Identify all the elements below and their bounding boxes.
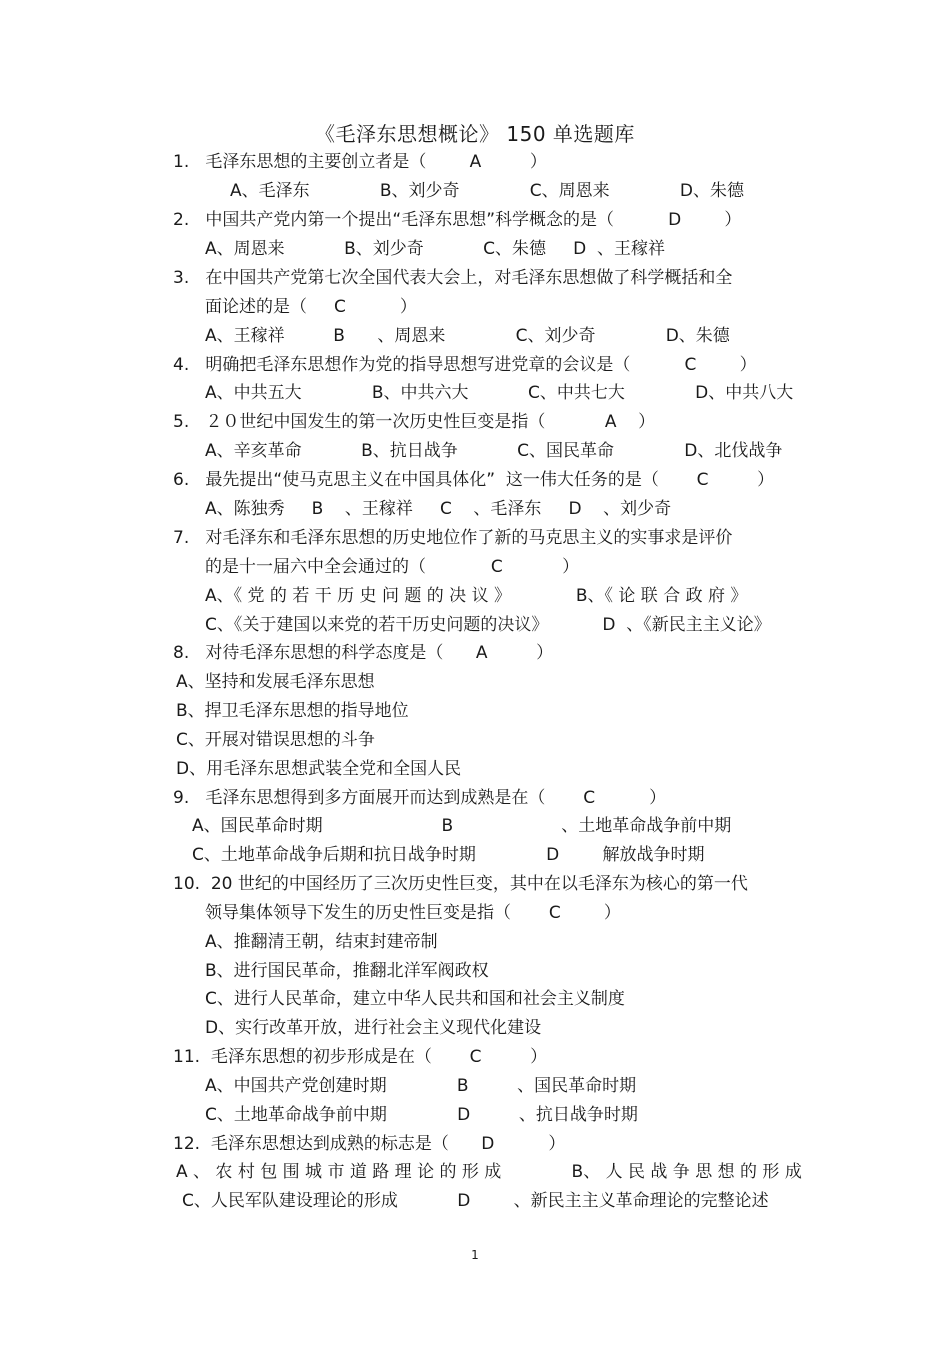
question-5-options: A、辛亥革命 B、抗日战争 C、国民革命 D、北伐战争 bbox=[205, 441, 783, 461]
question-10-option-c: C、进行人民革命，建立中华人民共和国和社会主义制度 bbox=[205, 989, 625, 1009]
question-10: 10. 20 世纪的中国经历了三次历史性巨变，其中在以毛泽东为核心的第一代 bbox=[173, 874, 748, 894]
question-12: 12. 毛泽东思想达到成熟的标志是（ D ） bbox=[173, 1134, 566, 1154]
question-12-options-cd: C、人民军队建设理论的形成 D 、新民主主义革命理论的完整论述 bbox=[182, 1191, 769, 1211]
question-11-options-cd: C、土地革命战争前中期 D 、抗日战争时期 bbox=[205, 1105, 638, 1125]
question-4-options: A、中共五大 B、中共六大 C、中共七大 D、中共八大 bbox=[205, 383, 794, 403]
question-7-options-ab: A、《 党 的 若 干 历 史 问 题 的 决 议 》 B、《 论 联 合 政 府 》 bbox=[205, 586, 748, 606]
question-4: 4. 明确把毛泽东思想作为党的指导思想写进党章的会议是（ C ） bbox=[173, 355, 757, 375]
question-8-option-d: D、用毛泽东思想武装全党和全国人民 bbox=[176, 759, 462, 779]
question-9: 9. 毛泽东思想得到多方面展开而达到成熟是在（ C ） bbox=[173, 788, 667, 808]
question-9-options-ab: A、国民革命时期 B 、土地革命战争前中期 bbox=[192, 816, 732, 836]
question-3-continued: 面论述的是（ C ） bbox=[205, 297, 417, 317]
question-7-continued: 的是十一届六中全会通过的（ C ） bbox=[205, 557, 580, 577]
page-number: 1 bbox=[471, 1248, 479, 1262]
question-6-options: A、陈独秀 B 、王稼祥 C 、毛泽东 D 、刘少奇 bbox=[205, 499, 672, 519]
question-8-option-b: B、捍卫毛泽东思想的指导地位 bbox=[176, 701, 409, 721]
question-1-options: A、毛泽东 B、刘少奇 C、周恩来 D、朱德 bbox=[230, 181, 745, 201]
question-10-option-b: B、进行国民革命，推翻北洋军阀政权 bbox=[205, 961, 489, 981]
question-7-options-cd: C、《关于建国以来党的若干历史问题的决议》 D 、《新民主主义论》 bbox=[205, 615, 771, 635]
question-12-options-ab: A 、 农 村 包 围 城 市 道 路 理 论 的 形 成 B、 人 民 战 争 思 想 的 形 成 bbox=[176, 1162, 802, 1182]
question-10-option-d: D、实行改革开放，进行社会主义现代化建设 bbox=[205, 1018, 542, 1038]
question-10-continued: 领导集体领导下发生的历史性巨变是指（ C ） bbox=[205, 903, 621, 923]
question-1: 1. 毛泽东思想的主要创立者是（ A ） bbox=[173, 152, 547, 172]
document-title: 《毛泽东思想概论》 150 单选题库 bbox=[315, 122, 635, 146]
question-2-options: A、周恩来 B、刘少奇 C、朱德 D 、王稼祥 bbox=[205, 239, 665, 259]
question-10-option-a: A、推翻清王朝，结束封建帝制 bbox=[205, 932, 438, 952]
question-9-options-cd: C、土地革命战争后期和抗日战争时期 D 解放战争时期 bbox=[192, 845, 705, 865]
question-11-options-ab: A、中国共产党创建时期 B 、国民革命时期 bbox=[205, 1076, 637, 1096]
question-8: 8. 对待毛泽东思想的科学态度是（ A ） bbox=[173, 643, 554, 663]
question-6: 6. 最先提出“使马克思主义在中国具体化” 这一伟大任务的是（ C ） bbox=[173, 470, 775, 490]
question-3: 3. 在中国共产党第七次全国代表大会上，对毛泽东思想做了科学概括和全 bbox=[173, 268, 733, 288]
question-8-option-c: C、开展对错误思想的斗争 bbox=[176, 730, 375, 750]
question-8-option-a: A、坚持和发展毛泽东思想 bbox=[176, 672, 375, 692]
question-2: 2. 中国共产党内第一个提出“毛泽东思想”科学概念的是（ D ） bbox=[173, 210, 742, 230]
question-7: 7. 对毛泽东和毛泽东思想的历史地位作了新的马克思主义的实事求是评价 bbox=[173, 528, 733, 548]
question-11: 11. 毛泽东思想的初步形成是在（ C ） bbox=[173, 1047, 548, 1067]
question-3-options: A、王稼祥 B 、周恩来 C、刘少奇 D、朱德 bbox=[205, 326, 730, 346]
question-5: 5. ２０世纪中国发生的第一次历史性巨变是指（ A ） bbox=[173, 412, 656, 432]
